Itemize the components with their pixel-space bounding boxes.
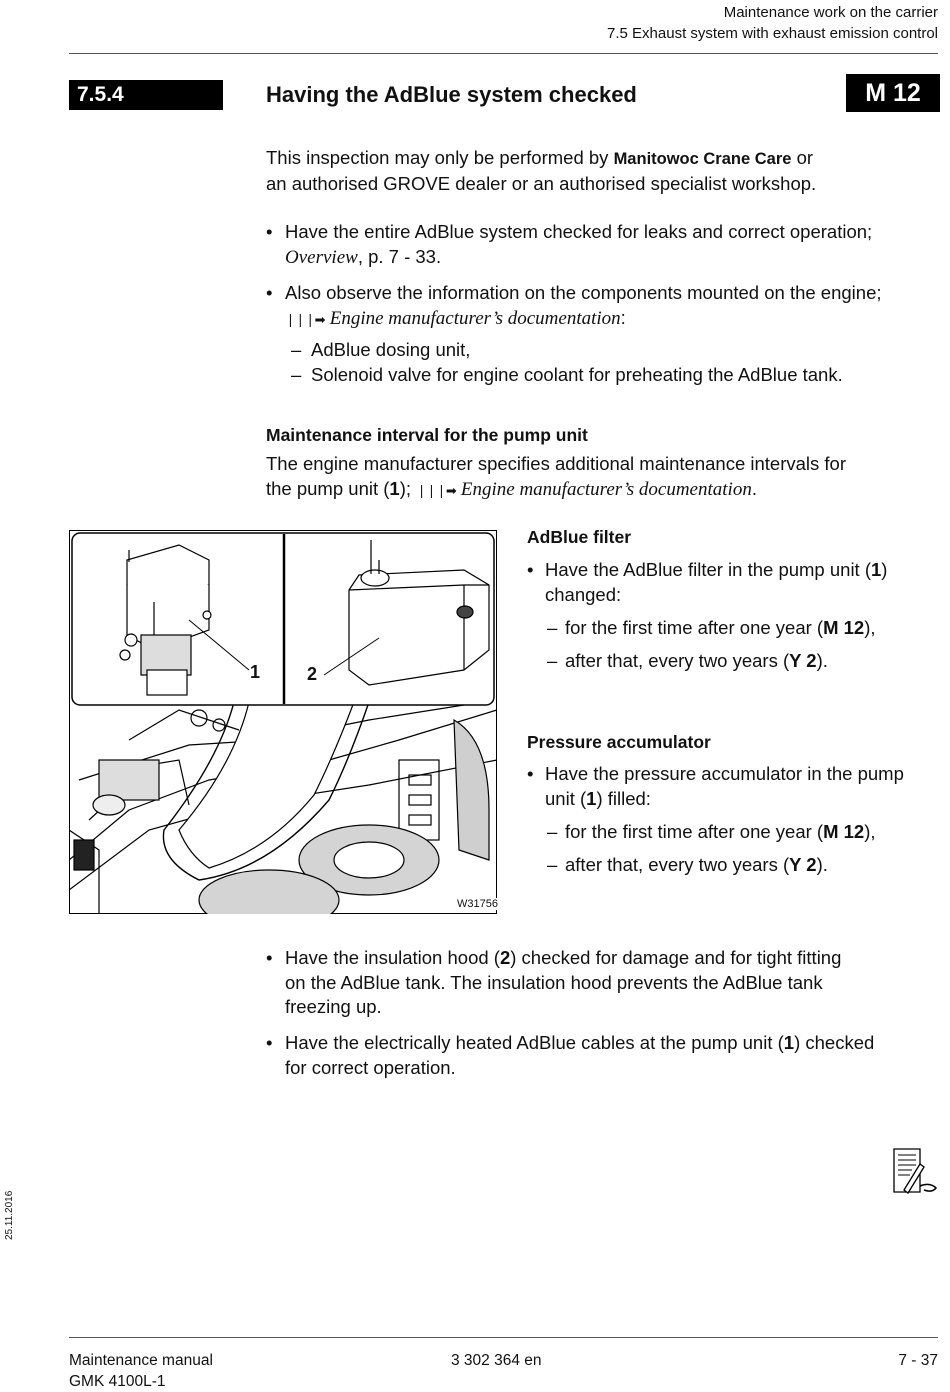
footer-manual-title: Maintenance manual <box>69 1352 213 1369</box>
text: Have the pressure accumulator in the pump <box>545 763 904 784</box>
text: Have the AdBlue filter in the pump unit ( <box>545 559 871 580</box>
item-number: 1 <box>389 477 400 499</box>
text: ) <box>881 559 888 580</box>
text: ) checked <box>794 1032 875 1053</box>
interval-code: M 12 <box>823 617 865 638</box>
bullet-filter-change <box>527 558 939 607</box>
text: changed: <box>545 583 622 605</box>
header-section: 7.5 Exhaust system with exhaust emission control <box>607 25 938 42</box>
text: ), <box>864 821 876 842</box>
intro-line2: an authorised GROVE dealer or an authorised specialist workshop. <box>266 172 817 194</box>
pump-interval-heading: Maintenance interval for the pump unit <box>266 425 588 445</box>
brand-name: Manitowoc Crane Care <box>613 150 792 168</box>
engine-doc-ref: Engine manufacturer’s documentation <box>460 478 752 500</box>
colon: : <box>620 306 626 328</box>
text: freezing up. <box>285 996 382 1017</box>
callout-1: 1 <box>250 662 261 682</box>
bullet-insulation-hood <box>266 946 938 1020</box>
text: for correct operation. <box>285 1056 456 1078</box>
text: on the AdBlue tank. The insulation hood prevents the AdBlue tank <box>285 971 823 993</box>
dash-mark: – <box>547 617 558 638</box>
interval-code: Y 2 <box>789 650 817 671</box>
bullet-text: Also observe the information on the components mounted on the engine; <box>285 282 882 303</box>
bullet-dot: • <box>266 282 273 303</box>
figure-id: W31756 <box>457 898 498 910</box>
pump-interval-line1: The engine manufacturer specifies additional maintenance intervals for <box>266 453 846 474</box>
footer-page-number: 7 - 37 <box>898 1352 938 1369</box>
bullet-leak-check <box>266 220 938 270</box>
interval-code: M 12 <box>823 821 865 842</box>
section-title: Having the AdBlue system checked <box>266 82 637 107</box>
text: after that, every two years ( <box>565 650 790 671</box>
pressure-accumulator-heading: Pressure accumulator <box>527 732 711 752</box>
text: the pump unit ( <box>266 477 390 499</box>
bullet-dot: • <box>266 1032 273 1053</box>
footer-left <box>69 1350 213 1392</box>
bullet-dot: • <box>527 763 534 784</box>
text: after that, every two years ( <box>565 854 790 875</box>
footer-model: GMK 4100L-1 <box>69 1373 166 1390</box>
text: . <box>751 477 757 499</box>
running-header <box>607 2 938 44</box>
dash-mark: – <box>291 363 302 385</box>
text: ). <box>816 650 828 671</box>
section-number: 7.5.4 <box>69 80 223 110</box>
intro-text: This inspection may only be performed by <box>266 147 614 168</box>
header-chapter: Maintenance work on the carrier <box>723 4 938 21</box>
technical-illustration <box>69 530 497 914</box>
adblue-filter-heading: AdBlue filter <box>527 527 632 547</box>
dash-item-dosing-unit: AdBlue dosing unit, <box>311 339 471 360</box>
bullet-dot: • <box>266 221 273 242</box>
text: Have the electrically heated AdBlue cables at the pump unit ( <box>285 1032 784 1053</box>
text: ); <box>399 477 417 499</box>
footer-doc-number: 3 302 364 en <box>451 1352 542 1369</box>
interval-badge: M 12 <box>846 74 940 112</box>
dash-mark: – <box>547 821 558 842</box>
text: for the first time after one year ( <box>565 821 824 842</box>
text: ) filled: <box>596 787 651 809</box>
intro-text-or: or <box>791 147 814 168</box>
side-date: 25.11.2016 <box>4 1190 15 1240</box>
bullet-heated-cables <box>266 1031 938 1080</box>
header-rule <box>69 53 938 54</box>
bullet-dot: • <box>527 559 534 580</box>
bullet-engine-info <box>266 281 938 332</box>
dash-mark: – <box>291 339 302 360</box>
text: ), <box>864 617 876 638</box>
engine-doc-ref: Engine manufacturer’s documentation <box>329 307 621 329</box>
figure-adblue-components <box>69 530 497 914</box>
reference-arrow-icon: ❘❘❘➡ <box>285 311 325 327</box>
dash-list-components <box>291 338 931 387</box>
text: Have the insulation hood ( <box>285 947 500 968</box>
overview-ref: Overview <box>285 246 358 268</box>
dash-item-solenoid-valve: Solenoid valve for engine coolant for preheating the AdBlue tank. <box>311 363 843 385</box>
bullet-text: Have the entire AdBlue system checked for leaks and correct operation; <box>285 221 873 242</box>
interval-code: Y 2 <box>789 854 817 875</box>
reference-arrow-icon: ❘❘❘➡ <box>416 482 456 498</box>
text: for the first time after one year ( <box>565 617 824 638</box>
dash-mark: – <box>547 650 558 671</box>
callout-2: 2 <box>307 664 318 684</box>
page-ref: , p. 7 - 33. <box>357 245 442 267</box>
item-number: 1 <box>586 787 597 809</box>
item-number: 1 <box>871 559 882 580</box>
footer-rule <box>69 1337 938 1338</box>
filter-interval-list <box>547 616 939 674</box>
pump-interval-paragraph <box>266 452 938 503</box>
bullet-accumulator-fill <box>527 762 939 811</box>
intro-paragraph <box>266 146 936 196</box>
document-pencil-icon <box>890 1146 938 1196</box>
bullet-dot: • <box>266 947 273 968</box>
dash-mark: – <box>547 854 558 875</box>
text: unit ( <box>545 787 587 809</box>
text: ) checked for damage and for tight fitting <box>510 947 842 968</box>
accumulator-interval-list <box>547 820 939 878</box>
item-number: 2 <box>499 947 511 968</box>
item-number: 1 <box>783 1032 795 1053</box>
text: ). <box>816 854 828 875</box>
